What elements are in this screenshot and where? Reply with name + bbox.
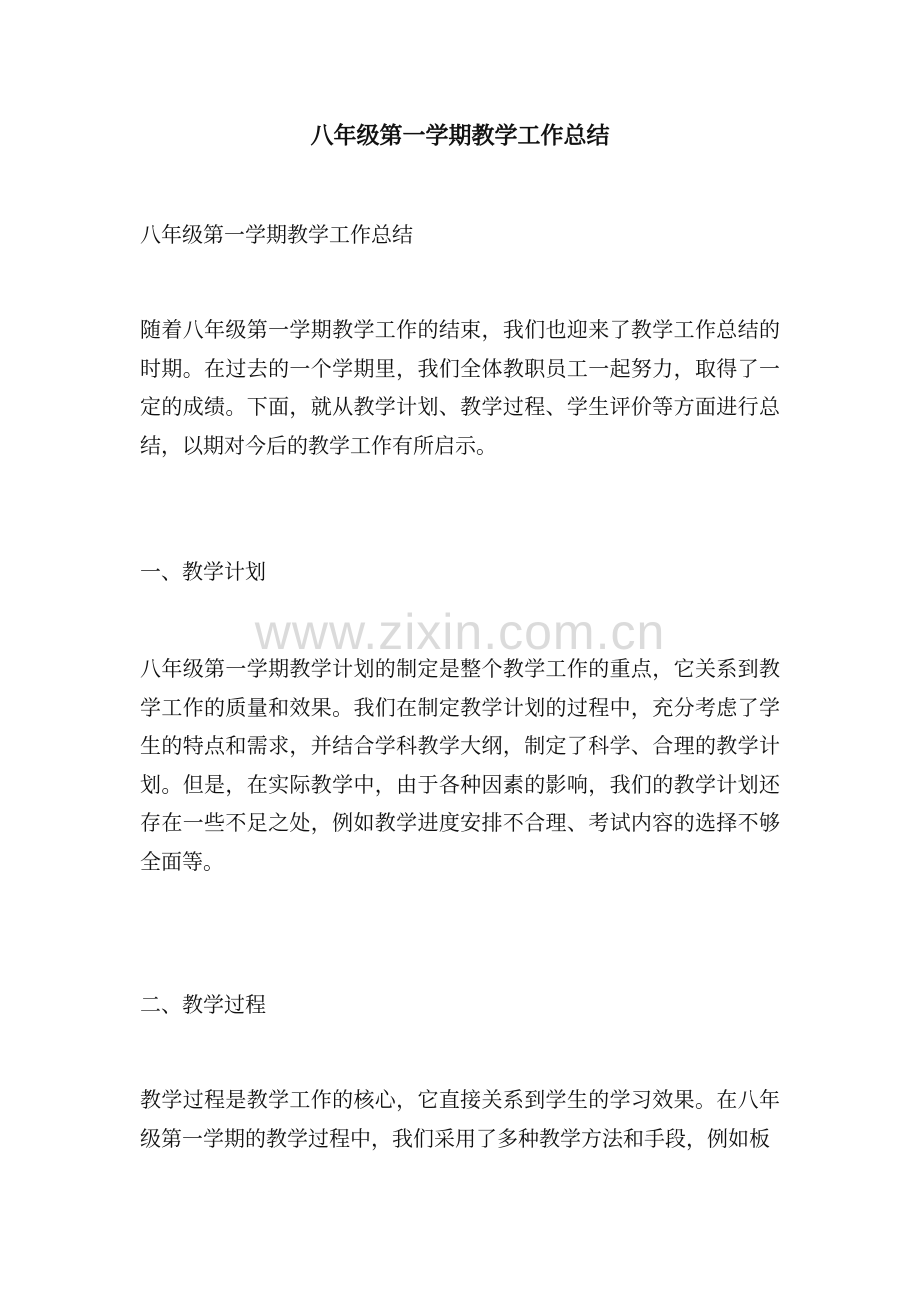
site-watermark: www.zixin.com.cn (254, 604, 666, 660)
document-title: 八年级第一学期教学工作总结 (310, 122, 610, 149)
section-heading-teaching-plan: 一、教学计划 (140, 560, 266, 584)
section-body-teaching-plan: 八年级第一学期教学计划的制定是整个教学工作的重点，它关系到教学工作的质量和效果。我们在制定教学计划的过程中，充分考虑了学生的特点和需求，并结合学科教学大纲，制定了科学、合理的教学计划。但是，在实际教学中，由于各种因素的影响，我们的教学计划还存在一些不足之处，例如教学进度安排不合理、考试内容的选择不够全面等。 (140, 657, 780, 874)
intro-paragraph: 随着八年级第一学期教学工作的结束，我们也迎来了教学工作总结的时期。在过去的一个学期里，我们全体教职员工一起努力，取得了一定的成绩。下面，就从教学计划、教学过程、学生评价等方面进行总结，以期对今后的教学工作有所启示。 (140, 318, 780, 458)
document-subtitle: 八年级第一学期教学工作总结 (140, 223, 413, 247)
section-body-teaching-process: 教学过程是教学工作的核心，它直接关系到学生的学习效果。在八年级第一学期的教学过程中，我们采用了多种教学方法和手段，例如板 (140, 1088, 780, 1151)
section-heading-teaching-process: 二、教学过程 (140, 993, 266, 1017)
